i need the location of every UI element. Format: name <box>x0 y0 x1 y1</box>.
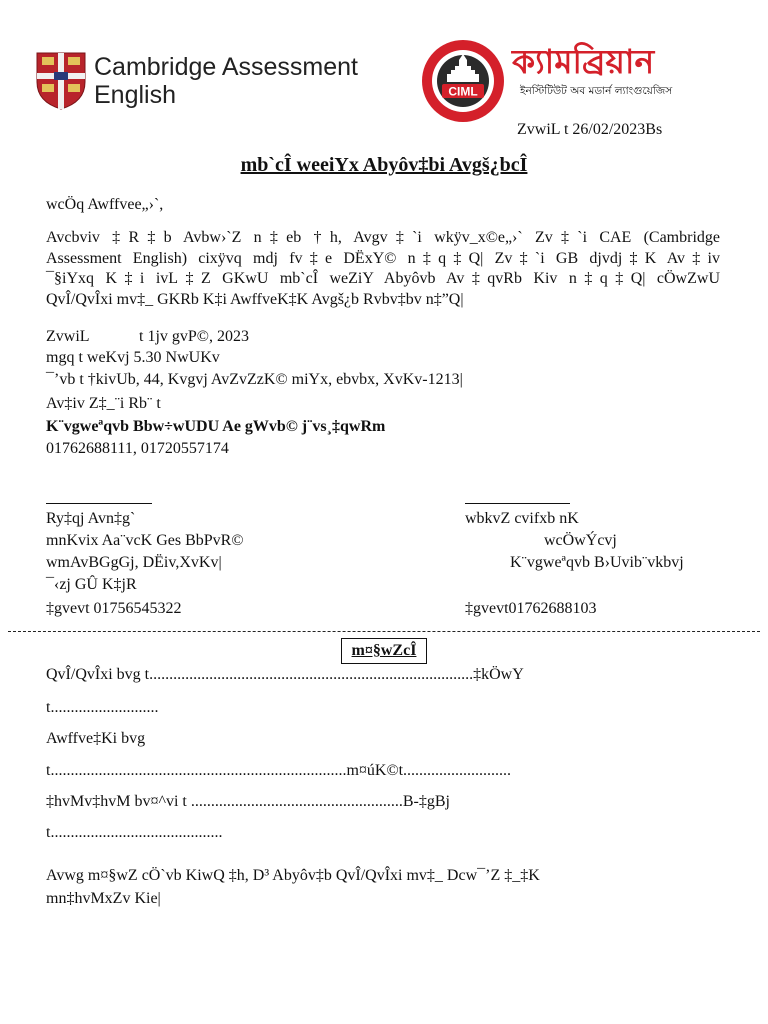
left-signatory-name: Ry‡qj Avn‡g` <box>46 510 136 527</box>
cambrian-institute-logo <box>420 38 738 124</box>
contact-phones: 01762688111, 01720557174 <box>46 440 229 457</box>
cambridge-logo-text <box>94 53 358 109</box>
contact-number-field[interactable]: ‡hvMv‡hvM bv¤^vi t .....................................................B-‡gBj <box>46 793 450 810</box>
tear-off-line <box>8 631 760 632</box>
letter-title: mb`cÎ weeiYx Abyôv‡bi Avgš¿bcÎ <box>240 154 528 176</box>
right-signatory-title: wcÖwÝcvj <box>544 532 617 549</box>
left-signatory-title: mnKvix Aa¨vcK Ges BbPvR© <box>46 532 244 549</box>
guardian-name-label: Awffve‡Ki bvg <box>46 730 146 747</box>
student-name-field[interactable]: QvÎ/QvÎxi bvg t.................................................................................‡kÖwY <box>46 666 524 683</box>
contact-label: Av‡iv Z‡_¨i Rb¨ t <box>46 395 161 412</box>
right-signatory-phone: ‡gvevt01762688103 <box>465 600 597 617</box>
left-signatory-phone: ‡gvevt 01756545322 <box>46 600 182 617</box>
guardian-name-field[interactable]: t..........................................................................m¤úK©t........................... <box>46 762 512 779</box>
left-signatory-org: wmAvBGgGj, DËiv,XvKv| <box>46 554 222 571</box>
right-signatory-name: wbkvZ cvifxb nK <box>465 510 579 527</box>
event-time: mgq t weKvj 5.30 NwUKv <box>46 349 220 366</box>
ciml-emblem-icon <box>420 38 506 124</box>
salutation: wcÖq Awffvee„›`, <box>46 196 164 213</box>
left-signature-line <box>46 503 152 504</box>
cambridge-shield-icon <box>36 52 86 110</box>
event-date-label: ZvwiL <box>46 328 90 345</box>
cambridge-assessment-logo <box>36 52 396 112</box>
left-signatory-org2: ¯‹zj GÛ K‡jR <box>46 576 137 593</box>
cambridge-logo-line2: English <box>94 81 176 109</box>
consent-slip-title-text: m¤§wZcÎ <box>351 642 417 659</box>
consent-statement-line: Avwg m¤§wZ cÖ`vb KiwQ ‡h, D³ Abyôv‡b QvÎ/QvÎxi mv‡_ Dcw¯’Z ‡_‡K <box>46 867 540 884</box>
ciml-badge-text: CIML <box>448 84 478 99</box>
body-line: QvÎ/QvÎxi mv‡_ GKRb K‡i AwffveK‡K Avgš¿b Rvbv‡bv n‡”Q| <box>46 290 464 308</box>
cambrian-bengali-subtitle: ইনস্টিটিউট অব মডার্ন ল্যাংগুয়েজিস <box>520 85 673 97</box>
cambrian-bengali-name: ক্যামব্রিয়ান <box>512 42 655 81</box>
student-class-field[interactable]: t........................... <box>46 699 159 716</box>
letter-date: ZvwiL t 26/02/2023Bs <box>517 121 663 138</box>
body-line: Assessment English) cixÿvq mdj fv‡e DËxY© n‡q‡Q| Zv‡`i GB djvdj‡K Av‡iv <box>46 249 720 267</box>
contact-institute: K¨vgweªqvb Bbw÷wUDU Ae gWvb© j¨vs¸‡qwRm <box>46 418 386 435</box>
right-signature-line <box>465 503 570 504</box>
event-venue: ¯’vb t †kivUb, 44, Kvgvj AvZvZzK© miYx, ebvbx, XvKv-1213| <box>46 371 463 388</box>
consent-slip-title <box>341 638 427 664</box>
consent-statement-line: mn‡hvMxZv Kie| <box>46 890 161 907</box>
cambridge-logo-line1: Cambridge Assessment <box>94 53 359 81</box>
invitation-body <box>46 228 720 310</box>
event-date-value: t 1jv gvP©, 2023 <box>139 328 249 345</box>
body-line: Avcbviv ‡R‡b Avbw›`Z n‡eb †h, Avgv‡`i wkÿv_x©e„›` Zv‡`i CAE (Cambridge <box>46 229 720 246</box>
right-signatory-org: K¨vgweªqvb B›Uvib¨vkbvj <box>510 554 684 571</box>
email-field[interactable]: t........................................... <box>46 824 223 841</box>
body-line: ¯§iYxq K‡i ivL‡Z GKwU mb`cÎ weZiY Abyôvb Av‡qvRb Kiv n‡q‡Q| cÖwZwU <box>46 270 720 287</box>
